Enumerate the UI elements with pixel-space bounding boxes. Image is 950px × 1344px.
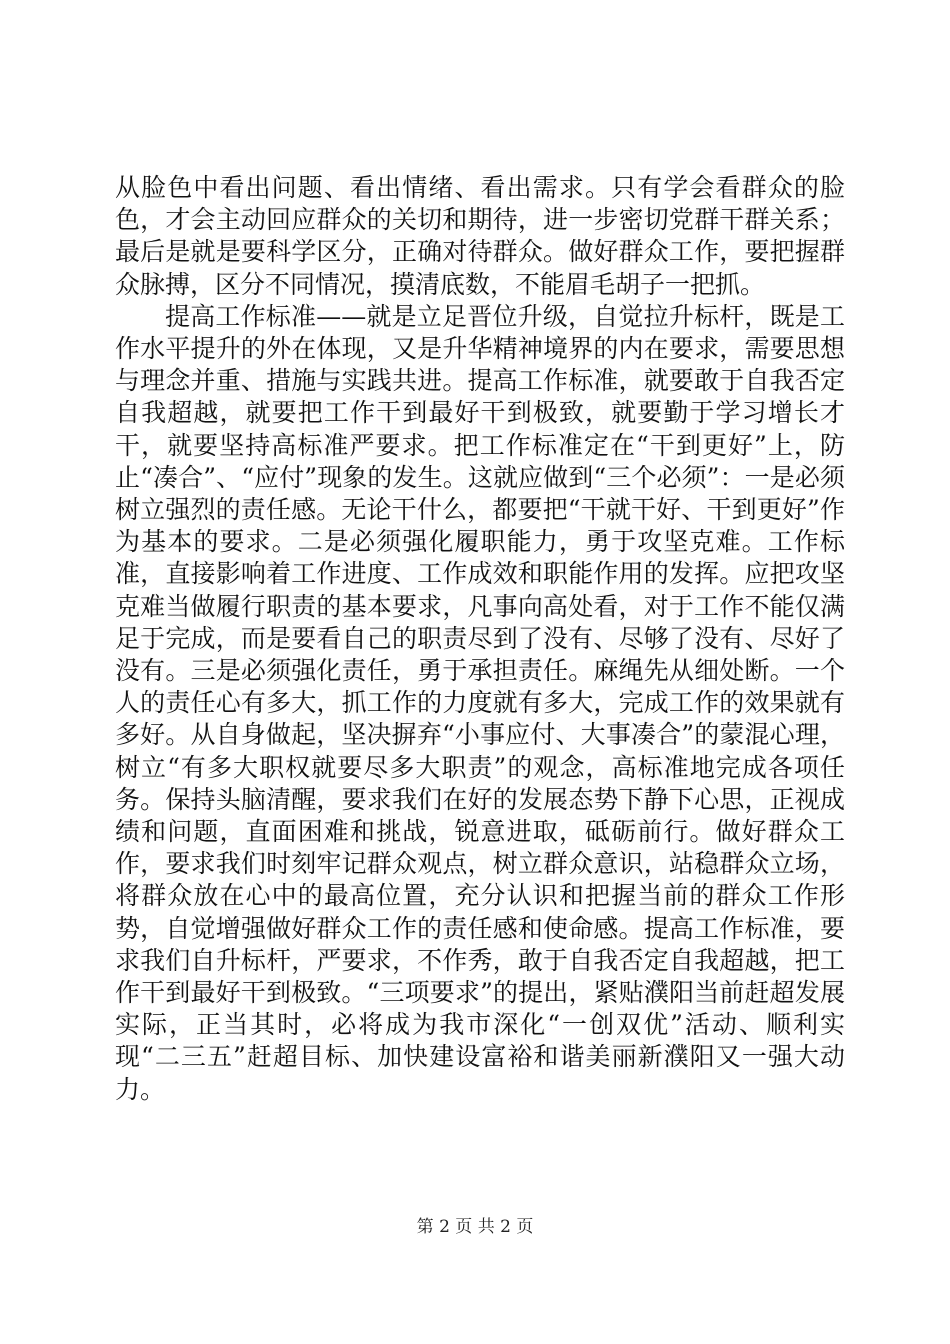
paragraph-continuation: 从脸色中看出问题、看出情绪、看出需求。只有学会看群众的脸色，才会主动回应群众的关切和期待，进一步密切党群干群关系；最后是就是要科学区分，正确对待群众。做好群众工作，要把握群众脉搏，区分不同情况，摸清底数，不能眉毛胡子一把抓。 — [115, 173, 845, 299]
page-footer: 第 2 页 共 2 页 — [416, 1217, 534, 1237]
document-body — [115, 172, 845, 1106]
paragraph-work-standards: 提高工作标准——就是立足晋位升级，自觉拉升标杆，既是工作水平提升的外在体现，又是升华精神境界的内在要求，需要思想与理念并重、措施与实践共进。提高工作标准，就要敢于自我否定自我超越，就要把工作干到最好干到极致，就要勤于学习增长才干，就要坚持高标准严要求。把工作标准定在“干到更好”上，防止“凑合”、“应付”现象的发生。这就应做到“三个必须”：一是必须树立强烈的责任感。无论干什么，都要把“干就干好、干到更好”作为基本的要求。二是必须强化履职能力，勇于攻坚克难。工作标准，直接影响着工作进度、工作成效和职能作用的发挥。应把攻坚克难当做履行职责的基本要求，凡事向高处看，对于工作不能仅满足于完成，而是要看自己的职责尽到了没有、尽够了没有、尽好了没有。三是必须强化责任，勇于承担责任。麻绳先从细处断。一个人的责任心有多大，抓工作的力度就有多大，完成工作的效果就有多好。从自身做起，坚决摒弃“小事应付、大事凑合”的蒙混心理，树立“有多大职权就要尽多大职责”的观念，高标准地完成各项任务。保持头脑清醒，要求我们在好的发展态势下静下心思，正视成绩和问题，直面困难和挑战，锐意进取，砥砺前行。做好群众工作，要求我们时刻牢记群众观点，树立群众意识，站稳群众立场，将群众放在心中的最高位置，充分认识和把握当前的群众工作形势，自觉增强做好群众工作的责任感和使命感。提高工作标准，要求我们自升标杆，严要求，不作秀，敢于自我否定自我超越，把工作干到最好干到极致。“三项要求”的提出，紧贴濮阳当前赶超发展实际，正当其时，必将成为我市深化“一创双优”活动、顺利实现“二三五”赶超目标、加快建设富裕和谐美丽新濮阳又一强大动力。 — [115, 301, 845, 1104]
